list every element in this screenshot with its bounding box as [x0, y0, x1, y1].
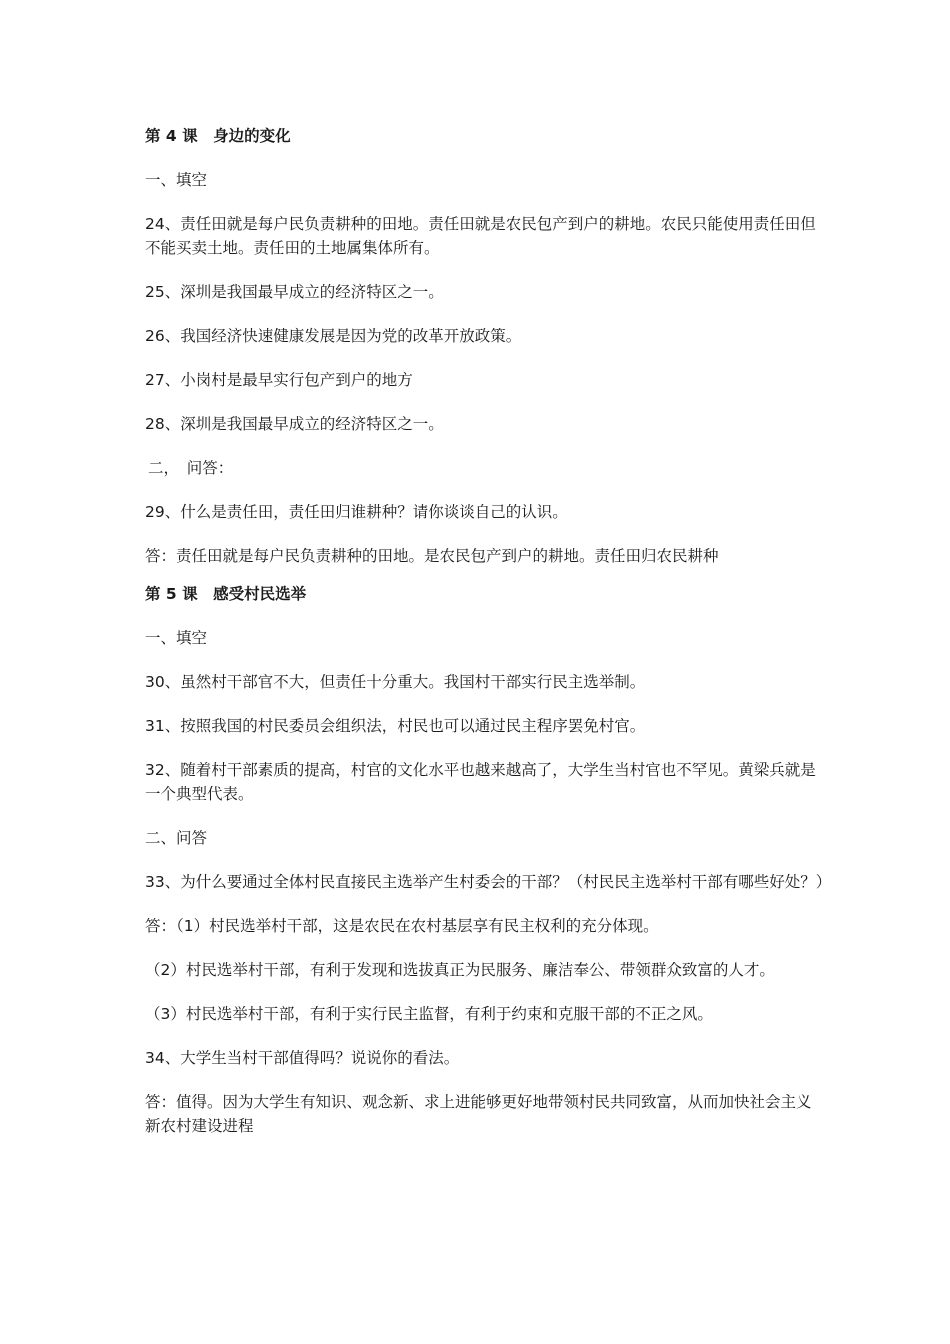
document-page [145, 124, 832, 1158]
lesson4-item-27: 27、小岗村是最早实行包产到户的地方 [145, 371, 413, 389]
lesson4-fill-heading: 一、填空 [145, 171, 208, 189]
lesson5-title: 第 5 课 感受村民选举 [145, 585, 307, 603]
lesson5-answer-33-line1: 答：（1）村民选举村干部，这是农民在农村基层享有民主权利的充分体现。 [145, 917, 659, 935]
lesson5-answer-33-line3: （3）村民选举村干部，有利于实行民主监督，有利于约束和克服干部的不正之风。 [145, 1005, 713, 1023]
lesson4-answer-29: 答：责任田就是每户民负责耕种的田地。是农民包产到户的耕地。责任田归农民耕种 [145, 547, 719, 565]
lesson4-item-26: 26、我国经济快速健康发展是因为党的改革开放政策。 [145, 327, 522, 345]
lesson4-title: 第 4 课 身边的变化 [145, 127, 291, 145]
lesson5-item-32: 32、随着村干部素质的提高，村官的文化水平也越来越高了，大学生当村官也不罕见。黄梁兵就是一个典型代表。 [145, 761, 816, 803]
lesson4-item-24: 24、责任田就是每户民负责耕种的田地。责任田就是农民包产到户的耕地。农民只能使用责任田但不能买卖土地。责任田的土地属集体所有。 [145, 215, 816, 257]
lesson5-answer-34: 答：值得。因为大学生有知识、观念新、求上进能够更好地带领村民共同致富，从而加快社会主义新农村建设进程 [145, 1093, 812, 1135]
lesson5-item-31: 31、按照我国的村民委员会组织法，村民也可以通过民主程序罢免村官。 [145, 717, 646, 735]
lesson4-question-29: 29、什么是责任田，责任田归谁耕种？请你谈谈自己的认识。 [145, 503, 568, 521]
lesson5-question-33: 33、为什么要通过全体村民直接民主选举产生村委会的干部？（村民民主选举村干部有哪些好处？） [145, 873, 832, 891]
lesson4-item-25: 25、深圳是我国最早成立的经济特区之一。 [145, 283, 444, 301]
lesson4-qa-heading: 二， 问答： [148, 459, 234, 477]
lesson4-item-28: 28、深圳是我国最早成立的经济特区之一。 [145, 415, 444, 433]
lesson5-fill-heading: 一、填空 [145, 629, 208, 647]
lesson5-question-34: 34、大学生当村干部值得吗？说说你的看法。 [145, 1049, 460, 1067]
lesson5-qa-heading: 二、问答 [145, 829, 208, 847]
lesson5-answer-33-line2: （2）村民选举村干部，有利于发现和选拔真正为民服务、廉洁奉公、带领群众致富的人才。 [145, 961, 775, 979]
lesson5-item-30: 30、虽然村干部官不大，但责任十分重大。我国村干部实行民主选举制。 [145, 673, 646, 691]
